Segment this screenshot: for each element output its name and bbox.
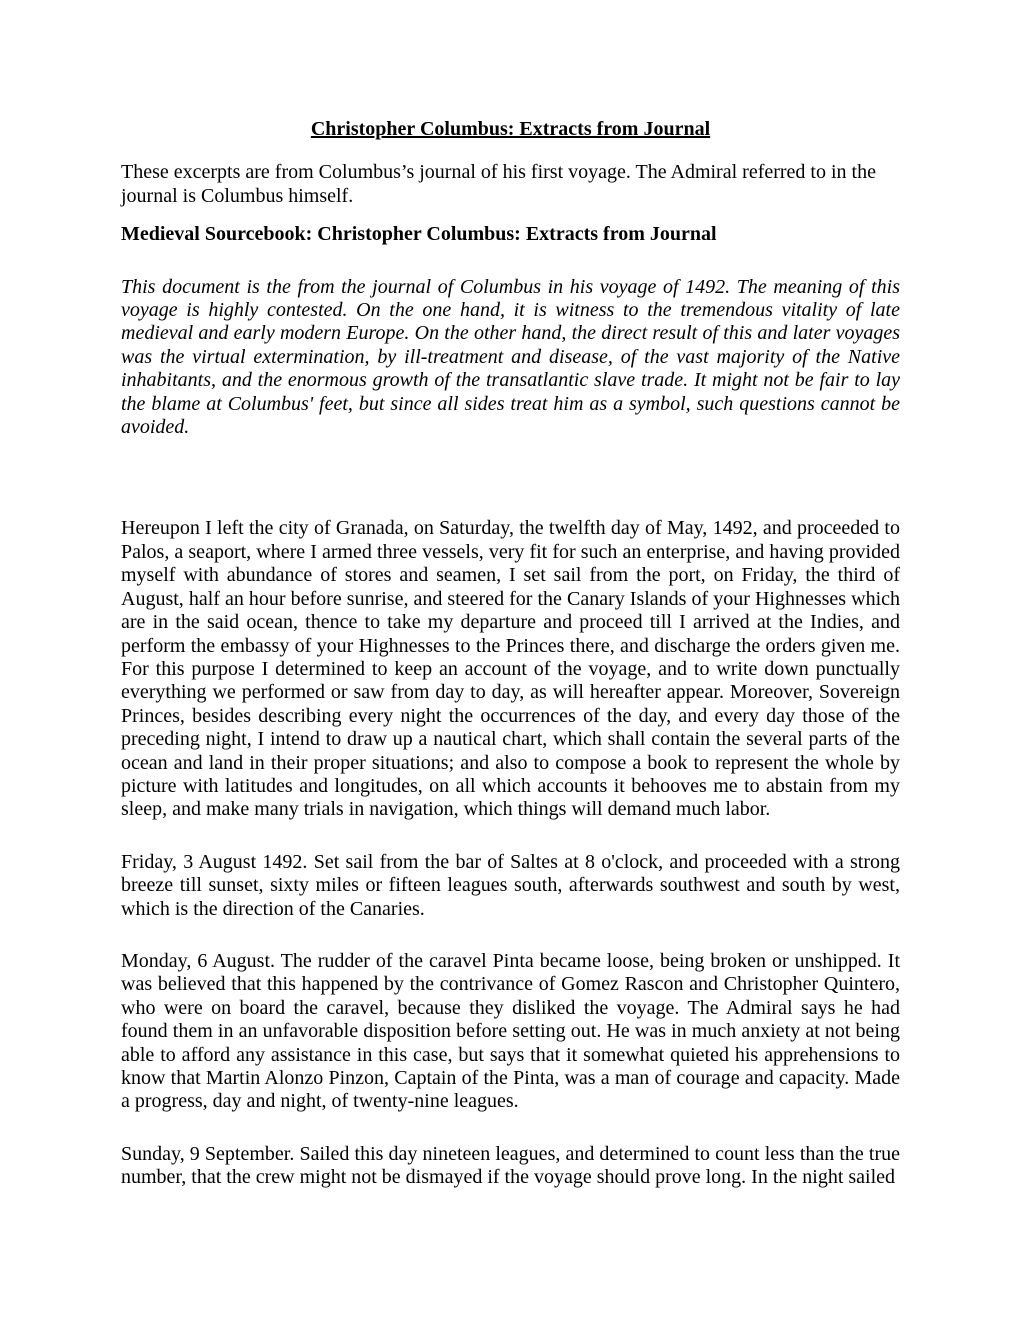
document-title: Christopher Columbus: Extracts from Journal [310,118,711,140]
journal-entry-friday-3-august: Friday, 3 August 1492. Set sail from the bar of Saltes at 8 o'clock, and proceeded with a strong breeze till sunset, sixty miles or fifteen leagues south, afterwards southwest and south by west, which is the direction of the Canaries. [121,850,900,920]
intro-paragraph: These excerpts are from Columbus’s journal of his first voyage. The Admiral referred to in the journal is Columbus himself. [121,161,876,207]
editorial-note: This document is the from the journal of Columbus in his voyage of 1492. The meaning of this voyage is highly contested. On the one hand, it is witness to the tremendous vitality of late medieval and early modern Europe. On the other hand, the direct result of this and later voyages was the virtual extermination, by ill-treatment and disease, of the vast majority of the Native inhabitants, and the enormous growth of the transatlantic slave trade. It might not be fair to lay the blame at Columbus' feet, but since all sides treat him as a symbol, such questions cannot be avoided. [121,275,900,439]
journal-entry-monday-6-august: Monday, 6 August. The rudder of the caravel Pinta became loose, being broken or unshipped. It was believed that this happened by the contrivance of Gomez Rascon and Christopher Quintero, who were on board the caravel, because they disliked the voyage. The Admiral says he had found them in an unfavorable disposition before setting out. He was in much anxiety at not being able to afford any assistance in this case, but says that it somewhat quieted his apprehensions to know that Martin Alonzo Pinzon, Captain of the Pinta, was a man of courage and capacity. Made a progress, day and night, of twenty-nine leagues. [121,949,900,1113]
journal-entry-hereupon: Hereupon I left the city of Granada, on Saturday, the twelfth day of May, 1492, and proceeded to Palos, a seaport, where I armed three vessels, very fit for such an enterprise, and having provided myself with abundance of stores and seamen, I set sail from the port, on Friday, the third of August, half an hour before sunrise, and steered for the Canary Islands of your Highnesses which are in the said ocean, thence to take my departure and proceed till I arrived at the Indies, and perform the embassy of your Highnesses to the Princes there, and discharge the orders given me. For this purpose I determined to keep an account of the voyage, and to write down punctually everything we performed or saw from day to day, as will hereafter appear. Moreover, Sovereign Princes, besides describing every night the occurrences of the day, and every day those of the preceding night, I intend to draw up a nautical chart, which shall contain the several parts of the ocean and land in their proper situations; and also to compose a book to represent the whole by picture with latitudes and longitudes, on all which accounts it behooves me to abstain from my sleep, and make many trials in navigation, which things will demand much labor. [121,517,900,821]
source-heading: Medieval Sourcebook: Christopher Columbus: Extracts from Journal [121,223,717,246]
journal-entry-sunday-9-september: Sunday, 9 September. Sailed this day nineteen leagues, and determined to count less than the true number, that the crew might not be dismayed if the voyage should prove long. In the night sailed [121,1142,900,1189]
